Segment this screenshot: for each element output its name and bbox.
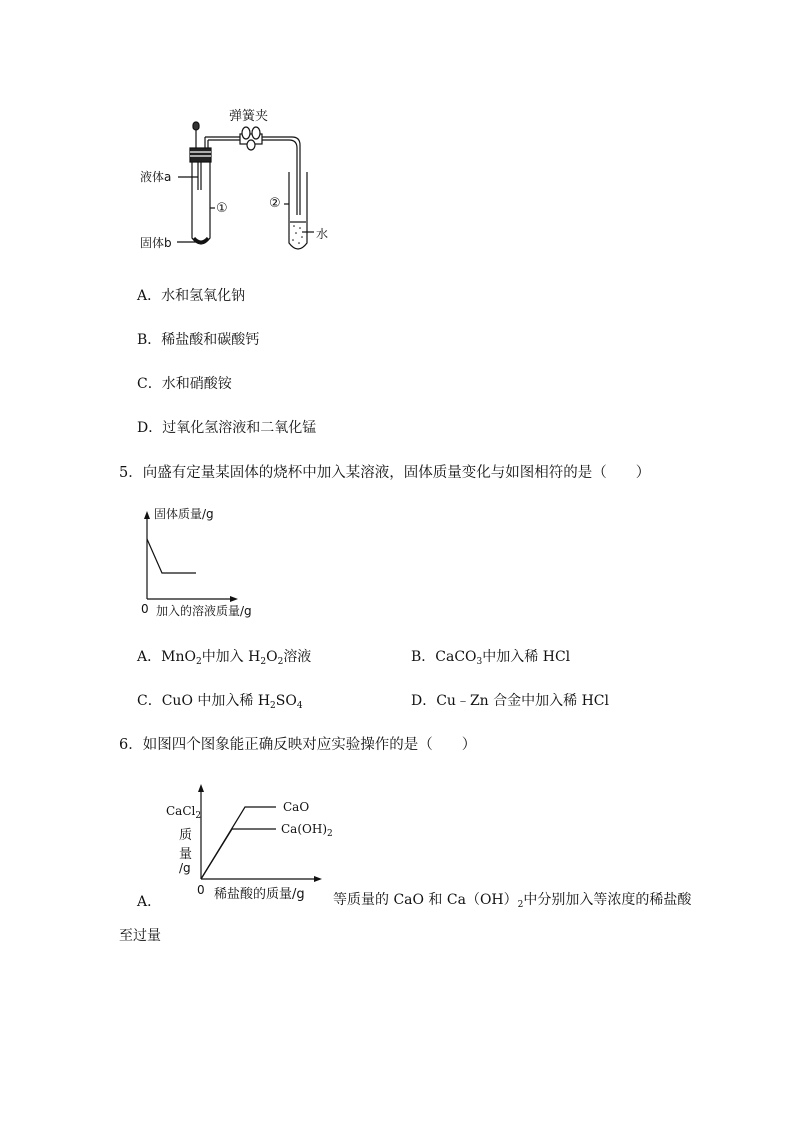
spring-clip-label: 弹簧夹 xyxy=(229,109,269,124)
option-letter: B． xyxy=(137,332,162,348)
option-text: 过氧化氢溶液和二氧化锰 xyxy=(162,420,317,436)
q5-y-axis-label: 固体质量/g xyxy=(154,507,214,521)
option-letter: A． xyxy=(137,288,162,304)
q6-y-label-unit: /g xyxy=(179,861,191,875)
q6-y-label-cacl2: CaCl$_2$ xyxy=(166,804,202,821)
solid-b-label: 固体b xyxy=(140,236,172,250)
q6-x-axis-label: 稀盐酸的质量/g xyxy=(214,887,305,902)
q6-option-a-text[interactable]: 等质量的 CaO 和 $Ca(OH)_2$中分别加入等浓度的稀盐酸 xyxy=(333,892,692,910)
q5-option-b[interactable]: B．CaCO$_3$中加入稀 HCl xyxy=(411,649,571,667)
option-letter: D． xyxy=(137,420,163,436)
q6-y-label-liang: 量 xyxy=(179,847,193,862)
q6-origin-label: 0 xyxy=(197,883,205,897)
water-label: 水 xyxy=(316,227,329,241)
tube-2-label: ② xyxy=(269,196,281,211)
q5-option-a[interactable]: A．MnO$_2$中加入 $H_2O_2$溶液 xyxy=(137,649,312,667)
q5-option-d[interactable]: D．Cu﹣Zn 合金中加入稀 HCl xyxy=(411,693,609,709)
option-letter: C． xyxy=(137,376,162,392)
q6-stem: 6．如图四个图象能正确反映对应实验操作的是（ ） xyxy=(119,737,477,753)
option-text: 稀盐酸和碳酸钙 xyxy=(161,332,260,348)
q6-series-cao: CaO xyxy=(283,800,310,814)
option-text: 水和氢氧化钠 xyxy=(161,288,246,304)
option-text: 水和硝酸铵 xyxy=(161,376,232,392)
q5-stem: 5．向盛有定量某固体的烧杯中加入某溶液，固体质量变化与如图相符的是（ ） xyxy=(119,465,651,481)
q5-option-c[interactable]: C．CuO 中加入稀 $H_2SO_4$ xyxy=(137,693,303,711)
tube-1-label: ① xyxy=(216,201,228,216)
q5-x-axis-label: 加入的溶液质量/g xyxy=(156,604,252,618)
q6-option-a-continuation: 至过量 xyxy=(119,928,161,944)
q5-origin-label: 0 xyxy=(141,602,149,616)
liquid-a-label: 液体a xyxy=(140,170,172,184)
q6-option-a-letter: A． xyxy=(137,894,162,910)
q6-series-caoh2: $Ca(OH)_2$ xyxy=(281,822,333,839)
q6-y-label-zhi: 质 xyxy=(179,828,193,843)
